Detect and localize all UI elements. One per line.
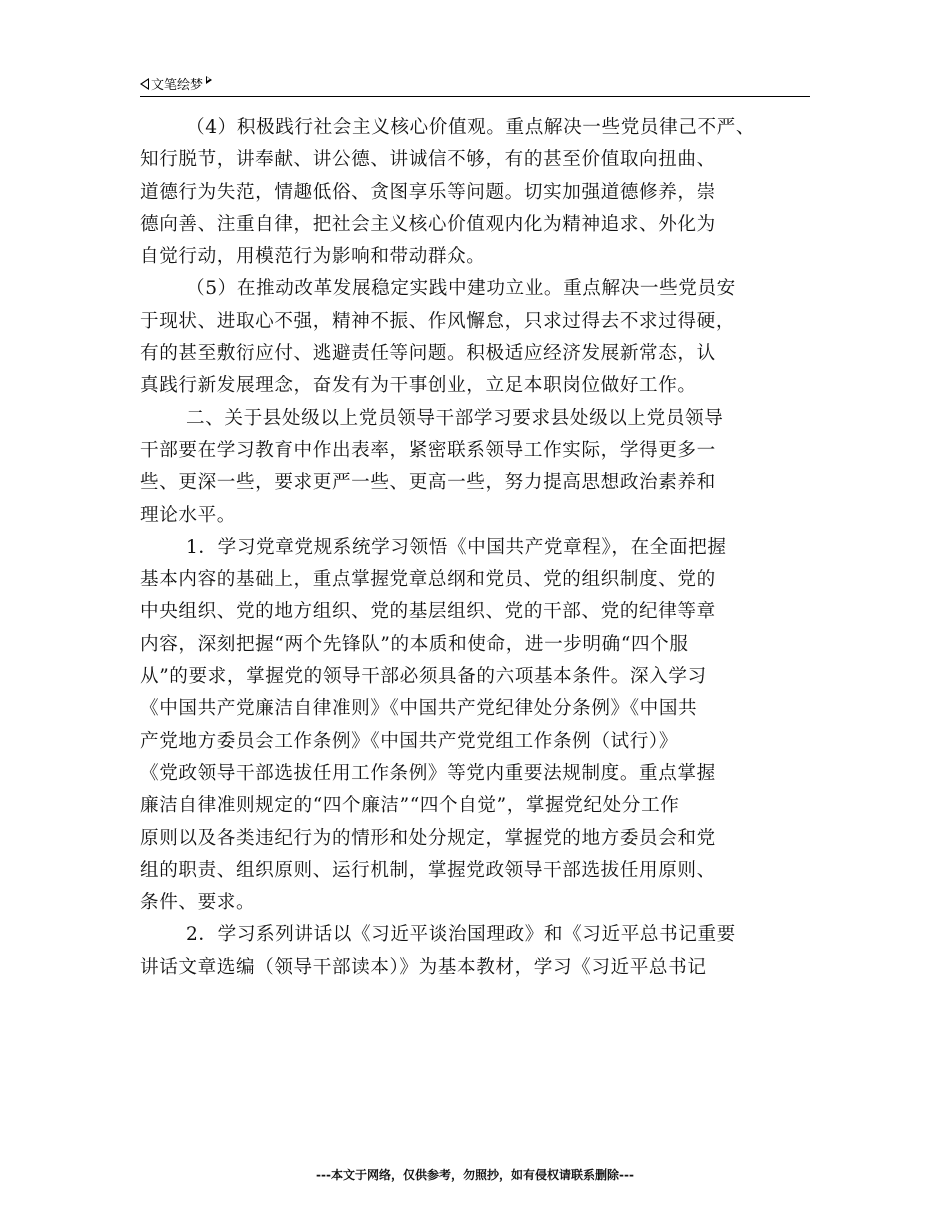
text-line: 2．学习系列讲话以《习近平谈治国理政》和《习近平总书记重要: [186, 924, 736, 946]
text-line: 有的甚至敷衍应付、逃避责任等问题。积极适应经济发展新常态，认: [140, 343, 716, 365]
triangle-left-icon: [140, 78, 149, 90]
text-line: 廉洁自律准则规定的“四个廉洁”“四个自觉”，掌握党纪处分工作: [140, 795, 680, 817]
text-line: 原则以及各类违纪行为的情形和处分规定，掌握党的地方委员会和党: [140, 827, 716, 849]
text-line: 干部要在学习教育中作出表率，紧密联系领导工作实际，学得更多一: [140, 439, 716, 461]
text-line: 条件、要求。: [140, 892, 256, 914]
document-body: [140, 112, 810, 984]
text-line: 组的职责、组织原则、运行机制，掌握党政领导干部选拔任用原则、: [140, 859, 716, 881]
triangle-right-icon: [206, 76, 212, 84]
text-line: （4）积极践行社会主义核心价值观。重点解决一些党员律己不严、: [186, 117, 756, 138]
text-line: 于现状、进取心不强，精神不振、作风懈怠，只求过得去不求过得硬，: [140, 310, 736, 332]
brand-text: 文笔绘梦: [151, 78, 204, 93]
text-line: 道德行为失范，情趣低俗、贪图享乐等问题。切实加强道德修养，崇: [140, 181, 716, 203]
text-line: 自觉行动，用模范行为影响和带动群众。: [140, 246, 486, 268]
text-line: 产党地方委员会工作条例》《中国共产党党组工作条例（试行）》: [140, 730, 679, 752]
text-line: 《党政领导干部选拔任用工作条例》等党内重要法规制度。重点掌握: [140, 762, 716, 784]
text-line: 中央组织、党的地方组织、党的基层组织、党的干部、党的纪律等章: [140, 601, 716, 623]
text-line: 知行脱节，讲奉献、讲公德、讲诚信不够，有的甚至价值取向扭曲、: [140, 149, 716, 171]
text-line: 内容，深刻把握“两个先锋队”的本质和使命，进一步明确“四个服: [140, 633, 689, 655]
text-line: 从”的要求，掌握党的领导干部必须具备的六项基本条件。深入学习: [140, 666, 707, 688]
text-line: （5）在推动改革发展稳定实践中建功立业。重点解决一些党员安: [186, 278, 736, 300]
text-line: 二、关于县处级以上党员领导干部学习要求县处级以上党员领导: [186, 407, 724, 429]
text-line: 《中国共产党廉洁自律准则》《中国共产党纪律处分条例》《中国共: [140, 698, 698, 720]
page-header: [140, 74, 810, 97]
text-line: 真践行新发展理念，奋发有为干事创业，立足本职岗位做好工作。: [140, 375, 697, 397]
text-line: 德向善、注重自律，把社会主义核心价值观内化为精神追求、外化为: [140, 213, 716, 235]
text-line: 讲话文章选编（领导干部读本）》为基本教材，学习《习近平总书记: [140, 956, 707, 978]
text-line: 些、更深一些，要求更严一些、更高一些，努力提高思想政治素养和: [140, 472, 716, 494]
text-line: 基本内容的基础上，重点掌握党章总纲和党员、党的组织制度、党的: [140, 569, 716, 591]
brand-logo: [140, 74, 212, 93]
page-footer: ---本文于网络，仅供参考，勿照抄，如有侵权请联系删除---: [316, 1168, 634, 1182]
text-line: 理论水平。: [140, 504, 236, 526]
text-line: 1．学习党章党规系统学习领悟《中国共产党章程》，在全面把握: [186, 536, 727, 558]
